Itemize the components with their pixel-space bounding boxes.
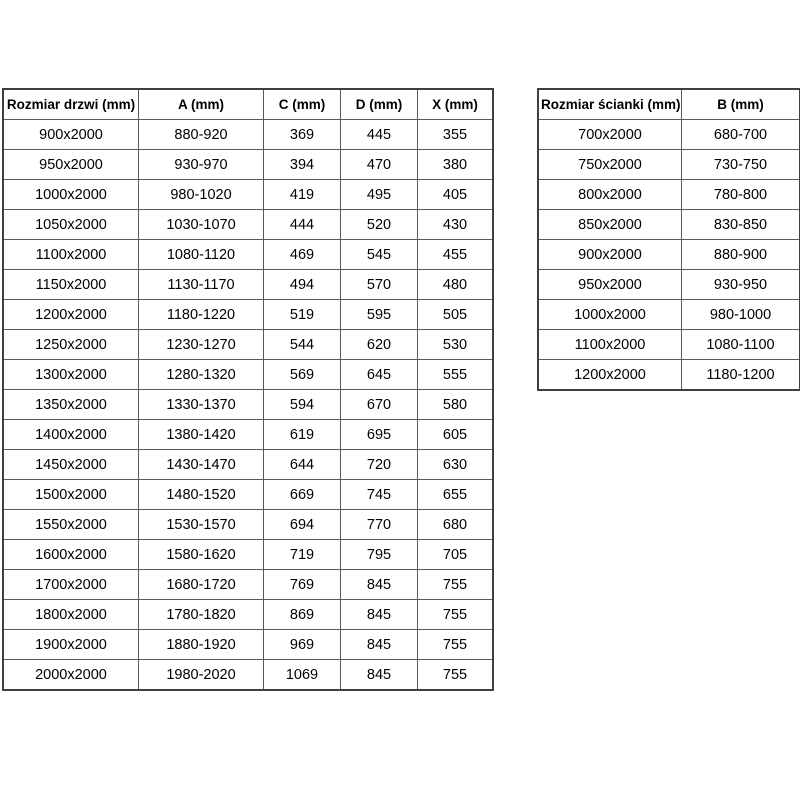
table-cell: 2000x2000 — [3, 660, 139, 691]
table-row — [3, 540, 493, 570]
table-cell: 394 — [264, 150, 341, 180]
column-header: A (mm) — [139, 89, 264, 120]
table-cell: 830-850 — [682, 210, 800, 240]
door-size-table-header — [3, 89, 493, 120]
table-cell: 880-900 — [682, 240, 800, 270]
table-cell: 869 — [264, 600, 341, 630]
wall-size-table — [537, 88, 800, 391]
table-cell: 800x2000 — [538, 180, 682, 210]
table-cell: 1200x2000 — [538, 360, 682, 391]
table-row — [538, 330, 800, 360]
table-cell: 880-920 — [139, 120, 264, 150]
table-cell: 1980-2020 — [139, 660, 264, 691]
table-row — [538, 180, 800, 210]
table-cell: 595 — [341, 300, 418, 330]
table-cell: 969 — [264, 630, 341, 660]
table-cell: 1450x2000 — [3, 450, 139, 480]
table-cell: 755 — [418, 630, 494, 660]
table-cell: 605 — [418, 420, 494, 450]
table-cell: 519 — [264, 300, 341, 330]
table-cell: 569 — [264, 360, 341, 390]
table-cell: 900x2000 — [3, 120, 139, 150]
table-cell: 1130-1170 — [139, 270, 264, 300]
table-cell: 1280-1320 — [139, 360, 264, 390]
table-row — [3, 270, 493, 300]
table-cell: 750x2000 — [538, 150, 682, 180]
table-cell: 580 — [418, 390, 494, 420]
table-cell: 655 — [418, 480, 494, 510]
table-cell: 645 — [341, 360, 418, 390]
table-cell: 1800x2000 — [3, 600, 139, 630]
table-cell: 1530-1570 — [139, 510, 264, 540]
table-cell: 769 — [264, 570, 341, 600]
table-row — [538, 150, 800, 180]
table-row — [3, 630, 493, 660]
table-cell: 1580-1620 — [139, 540, 264, 570]
table-cell: 1180-1200 — [682, 360, 800, 391]
wall-size-table-header — [538, 89, 800, 120]
table-cell: 1680-1720 — [139, 570, 264, 600]
wall-size-table-body — [538, 120, 800, 391]
table-cell: 430 — [418, 210, 494, 240]
table-cell: 930-950 — [682, 270, 800, 300]
table-cell: 845 — [341, 600, 418, 630]
table-cell: 719 — [264, 540, 341, 570]
table-cell: 845 — [341, 570, 418, 600]
table-cell: 1180-1220 — [139, 300, 264, 330]
table-cell: 670 — [341, 390, 418, 420]
table-cell: 680-700 — [682, 120, 800, 150]
table-cell: 1880-1920 — [139, 630, 264, 660]
table-cell: 1900x2000 — [3, 630, 139, 660]
table-cell: 630 — [418, 450, 494, 480]
table-cell: 694 — [264, 510, 341, 540]
table-cell: 480 — [418, 270, 494, 300]
table-row — [3, 390, 493, 420]
table-cell: 1330-1370 — [139, 390, 264, 420]
table-cell: 520 — [341, 210, 418, 240]
column-header: C (mm) — [264, 89, 341, 120]
table-cell: 1200x2000 — [3, 300, 139, 330]
table-row — [538, 360, 800, 391]
table-cell: 505 — [418, 300, 494, 330]
table-row — [3, 450, 493, 480]
table-cell: 530 — [418, 330, 494, 360]
table-cell: 380 — [418, 150, 494, 180]
table-cell: 1100x2000 — [538, 330, 682, 360]
table-cell: 1080-1100 — [682, 330, 800, 360]
table-cell: 900x2000 — [538, 240, 682, 270]
table-cell: 980-1000 — [682, 300, 800, 330]
column-header: D (mm) — [341, 89, 418, 120]
table-cell: 1080-1120 — [139, 240, 264, 270]
table-cell: 1480-1520 — [139, 480, 264, 510]
table-cell: 980-1020 — [139, 180, 264, 210]
table-cell: 695 — [341, 420, 418, 450]
table-cell: 755 — [418, 660, 494, 691]
table-row — [538, 270, 800, 300]
table-cell: 545 — [341, 240, 418, 270]
table-row — [3, 510, 493, 540]
door-size-table — [2, 88, 494, 691]
table-cell: 755 — [418, 570, 494, 600]
table-row — [3, 600, 493, 630]
table-row — [3, 120, 493, 150]
table-cell: 950x2000 — [538, 270, 682, 300]
table-row — [3, 180, 493, 210]
table-cell: 1050x2000 — [3, 210, 139, 240]
table-cell: 720 — [341, 450, 418, 480]
column-header: X (mm) — [418, 89, 494, 120]
table-cell: 1500x2000 — [3, 480, 139, 510]
table-cell: 950x2000 — [3, 150, 139, 180]
table-cell: 845 — [341, 660, 418, 691]
table-cell: 494 — [264, 270, 341, 300]
table-cell: 700x2000 — [538, 120, 682, 150]
table-cell: 770 — [341, 510, 418, 540]
table-cell: 1600x2000 — [3, 540, 139, 570]
table-cell: 355 — [418, 120, 494, 150]
table-cell: 1700x2000 — [3, 570, 139, 600]
table-cell: 405 — [418, 180, 494, 210]
column-header: Rozmiar ścianki (mm) — [538, 89, 682, 120]
table-row — [3, 300, 493, 330]
table-cell: 1150x2000 — [3, 270, 139, 300]
table-row — [3, 150, 493, 180]
table-row — [3, 570, 493, 600]
table-cell: 1069 — [264, 660, 341, 691]
table-row — [538, 240, 800, 270]
table-cell: 444 — [264, 210, 341, 240]
table-cell: 419 — [264, 180, 341, 210]
table-cell: 1300x2000 — [3, 360, 139, 390]
table-cell: 755 — [418, 600, 494, 630]
table-cell: 930-970 — [139, 150, 264, 180]
header-row — [3, 89, 493, 120]
table-cell: 619 — [264, 420, 341, 450]
table-row — [3, 420, 493, 450]
table-cell: 1230-1270 — [139, 330, 264, 360]
table-cell: 1250x2000 — [3, 330, 139, 360]
table-cell: 570 — [341, 270, 418, 300]
column-header: Rozmiar drzwi (mm) — [3, 89, 139, 120]
table-cell: 745 — [341, 480, 418, 510]
table-cell: 850x2000 — [538, 210, 682, 240]
table-row — [3, 330, 493, 360]
table-row — [3, 210, 493, 240]
table-cell: 1350x2000 — [3, 390, 139, 420]
table-cell: 469 — [264, 240, 341, 270]
table-cell: 845 — [341, 630, 418, 660]
table-cell: 594 — [264, 390, 341, 420]
table-cell: 1100x2000 — [3, 240, 139, 270]
table-row — [3, 480, 493, 510]
table-cell: 1000x2000 — [538, 300, 682, 330]
table-cell: 620 — [341, 330, 418, 360]
table-row — [538, 300, 800, 330]
table-cell: 795 — [341, 540, 418, 570]
table-row — [3, 360, 493, 390]
column-header: B (mm) — [682, 89, 800, 120]
table-cell: 544 — [264, 330, 341, 360]
table-cell: 1780-1820 — [139, 600, 264, 630]
table-cell: 644 — [264, 450, 341, 480]
table-cell: 445 — [341, 120, 418, 150]
table-row — [538, 210, 800, 240]
table-cell: 1550x2000 — [3, 510, 139, 540]
table-cell: 1000x2000 — [3, 180, 139, 210]
table-row — [3, 660, 493, 691]
table-cell: 780-800 — [682, 180, 800, 210]
door-size-table-body — [3, 120, 493, 691]
table-cell: 470 — [341, 150, 418, 180]
table-cell: 669 — [264, 480, 341, 510]
header-row — [538, 89, 800, 120]
table-cell: 680 — [418, 510, 494, 540]
table-cell: 369 — [264, 120, 341, 150]
table-cell: 1030-1070 — [139, 210, 264, 240]
table-cell: 1430-1470 — [139, 450, 264, 480]
table-cell: 1400x2000 — [3, 420, 139, 450]
table-cell: 455 — [418, 240, 494, 270]
table-cell: 495 — [341, 180, 418, 210]
table-cell: 1380-1420 — [139, 420, 264, 450]
table-row — [3, 240, 493, 270]
table-row — [538, 120, 800, 150]
table-cell: 705 — [418, 540, 494, 570]
table-cell: 730-750 — [682, 150, 800, 180]
table-cell: 555 — [418, 360, 494, 390]
